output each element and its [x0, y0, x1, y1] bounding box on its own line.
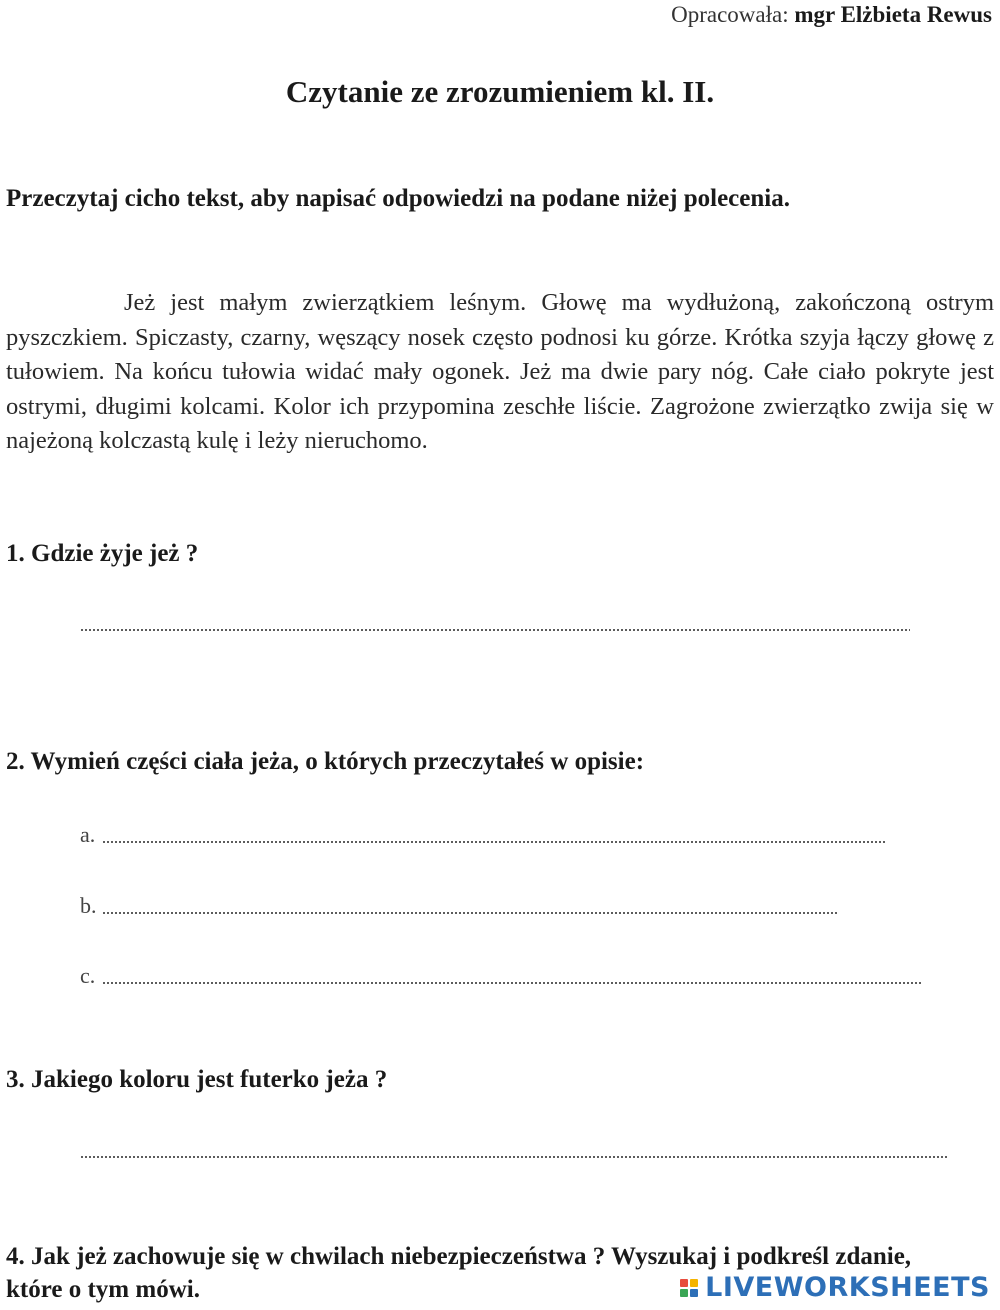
author-label: Opracowała: — [671, 2, 789, 27]
answer-2a-label: a. — [80, 822, 96, 847]
answer-1-line[interactable] — [80, 628, 910, 632]
worksheet-title: Czytanie ze zrozumieniem kl. II. — [285, 74, 715, 109]
question-3: 3. Jakiego koloru jest futerko jeża ? — [6, 1066, 388, 1093]
question-2: 2. Wymień części ciała jeża, o których przeczytałeś w opisie: — [6, 748, 645, 775]
liveworksheets-logo-icon — [680, 1279, 698, 1297]
answer-2b-line[interactable] — [102, 911, 837, 915]
instruction-text: Przeczytaj cicho tekst, aby napisać odpowiedzi na podane niżej polecenia. — [6, 185, 790, 212]
answer-2c-label: c. — [80, 963, 96, 988]
brand-name: LIVEWORKSHEETS — [705, 1272, 990, 1303]
question-1: 1. Gdzie żyje jeż ? — [6, 540, 199, 567]
answer-2a — [80, 822, 890, 846]
author-name: mgr Elżbieta Rewus — [794, 2, 992, 27]
answer-2b-label: b. — [80, 893, 97, 918]
answer-2a-line[interactable] — [102, 840, 887, 844]
reading-passage: Jeż jest małym zwierzątkiem leśnym. Głowę ma wydłużoną, zakończoną ostrym pyszczkiem. Spiczasty, czarny, węszący nosek często podnosi ku górze. Krótka szyja łączy głowę z tułowiem. Na końcu tułowia widać mały ogonek. Jeż ma dwie pary nóg. Całe ciało pokryte jest ostrymi, długimi kolcami. Kolor ich przypomina zeschłe liście. Zagrożone zwierzątko zwija się w najeżoną kolczastą kulę i leży nieruchomo. — [6, 289, 994, 454]
answer-2c — [80, 963, 925, 987]
author-credit — [671, 2, 992, 28]
question-4: 4. Jak jeż zachowuje się w chwilach niebezpieczeństwa ? Wyszukaj i podkreśl zdanie, które o tym mówi. — [6, 1243, 912, 1303]
answer-2b — [80, 893, 840, 917]
answer-2c-line[interactable] — [102, 981, 922, 985]
answer-3-line[interactable] — [80, 1155, 948, 1159]
liveworksheets-brand — [680, 1272, 990, 1303]
